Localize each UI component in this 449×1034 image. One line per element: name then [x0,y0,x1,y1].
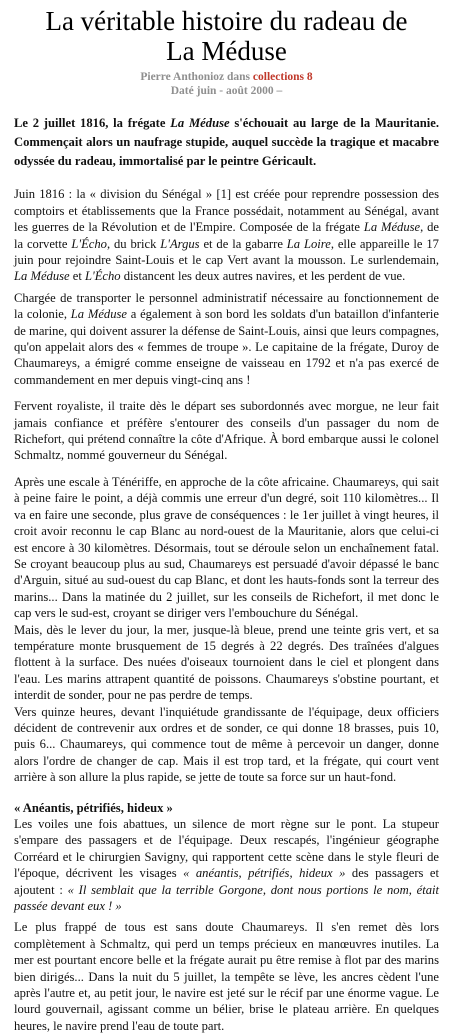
byline-author: Pierre Anthonioz dans [140,71,253,83]
paragraph: Fervent royaliste, il traite dès le départ ses subordonnés avec morgue, ne leur fait jamais confiance et préfère s'entourer des conseils d'un passager du nom de Richefort, qui prétend connaître la côte d'Afrique. À bord embarque aussi le colonel Schmaltz, nommé gouverneur du Sénégal. [14,399,439,463]
paragraph: Juin 1816 : la « division du Sénégal » [1] est créée pour reprendre possession des comptoirs et établissements que la France possédait, notamment au Sénégal, avant les guerres de la Révolution et de l'Empire. Composée de la frégate La Méduse, de la corvette L'Écho, du brick L'Argus et de la gabarre La Loire, elle appareille le 17 juin pour rejoindre Saint-Louis et le cap Vert avant la mousson. Le surlendemain, La Méduse et L'Écho distancent les deux autres navires, et les perdent de vue. [14,187,439,284]
paragraph: Après une escale à Ténériffe, en approche de la côte africaine. Chaumareys, qui sait à peine faire le point, a déjà commis une erreur d'un degré, soit 110 kilomètres... Il va en faire une seconde, plus grave de conséquences : le 1er juillet à vingt heures, il croit avoir reconnu le cap Blanc au nord-ouest de la Mauritanie, alors que celui-ci est encore à 30 kilomètres. Désormais, tout se déroule selon un enchaînement fatal. Se croyant beaucoup plus au sud, Chaumareys est persuadé d'avoir dépassé le banc d'Arguin, situé au sud-ouest du cap Blanc, et dont les hauts-fonds sont la terreur des marins... Dans la matinée du 2 juillet, sur les conseils de Richefort, il met donc le cap vers le sud-est, croyant se diriger vers l'embouchure du Sénégal. [14,474,439,621]
collection-link[interactable]: collections 8 [252,71,313,83]
article-lede: Le 2 juillet 1816, la frégate La Méduse s'échouait au large de la Mauritanie. Commençait alors un naufrage stupide, auquel succède la tragique et macabre odyssée du radeau, immortalisé par le peintre Géricault. [14,116,439,168]
dateline: Daté juin - août 2000 – [170,85,283,97]
paragraph: Vers quinze heures, devant l'inquiétude grandissante de l'équipage, deux officiers décident de contrevenir aux ordres et de sonder, ce qui donne 18 brasses, puis 10, puis 6... Chaumareys, qui commence tout de même à percevoir un danger, donne alors l'ordre de changer de cap. Mais il est trop tard, et la frégate, qui court vent arrière à son allure la plus rapide, se jette de toute sa force sur un haut-fond. [14,704,439,785]
byline [14,70,439,84]
article-body [14,186,439,1034]
article-title [14,6,439,66]
paragraph: Le plus frappé de tous est sans doute Chaumareys. Il s'en remet dès lors complètement à Schmaltz, qui perd un temps précieux en manœuvres inutiles. La mer est pourtant encore belle et la frégate aurait pu être remise à flot par des marins bien dirigés... Dans la nuit du 5 juillet, la tempête se lève, les ancres cèdent l'une après l'autre et, au petit jour, le navire est jeté sur le récif par une énorme vague. Le lourd gouvernail, agissant comme un bélier, brise le plateau arrière. En quelques heures, le navire prend l'eau de toute part. [14,920,439,1033]
paragraph: Les voiles une fois abattues, un silence de mort règne sur le pont. La stupeur s'empare des passagers et de l'équipage. Deux rescapés, l'ingénieur géographe Corréard et le chirurgien Savigny, qui rapportent cette scène dans le style fleuri de l'époque, décrivent les visages « anéantis, pétrifiés, hideux » des passagers et ajoutent : « Il semblait que la terrible Gorgone, dont nous portions le nom, était passée devant eux ! » [14,817,439,914]
paragraph: Mais, dès le lever du jour, la mer, jusque-là bleue, prend une teinte gris vert, et sa température monte brusquement de 15 degrés à 22 degrés. Des traînées d'algues flottent à la surface. Des nuées d'oiseaux tournoient dans le ciel et plongent dans l'eau. Les marins attrapent quantité de poissons. Chaumareys s'obstine pourtant, et interdit de sonder, pour ne pas perdre de temps. [14,622,439,703]
title-line-1: La véritable histoire du radeau de [45,6,408,36]
section-subheading: « Anéantis, pétrifiés, hideux » [14,800,173,815]
title-line-2: La Méduse [166,36,287,66]
paragraph: Chargée de transporter le personnel administratif nécessaire au fonctionnement de la colonie, La Méduse a également à son bord les soldats d'un bataillon d'infanterie de marine, qui doivent assurer la défense de Saint-Louis, ainsi que leurs compagnes, qu'on appelait alors des « femmes de troupe ». Le capitaine de la frégate, Duroy de Chaumareys, a émigré comme enseigne de vaisseau en 1792 et n'a pas exercé de commandement en mer depuis vingt-cinq ans ! [14,290,439,387]
